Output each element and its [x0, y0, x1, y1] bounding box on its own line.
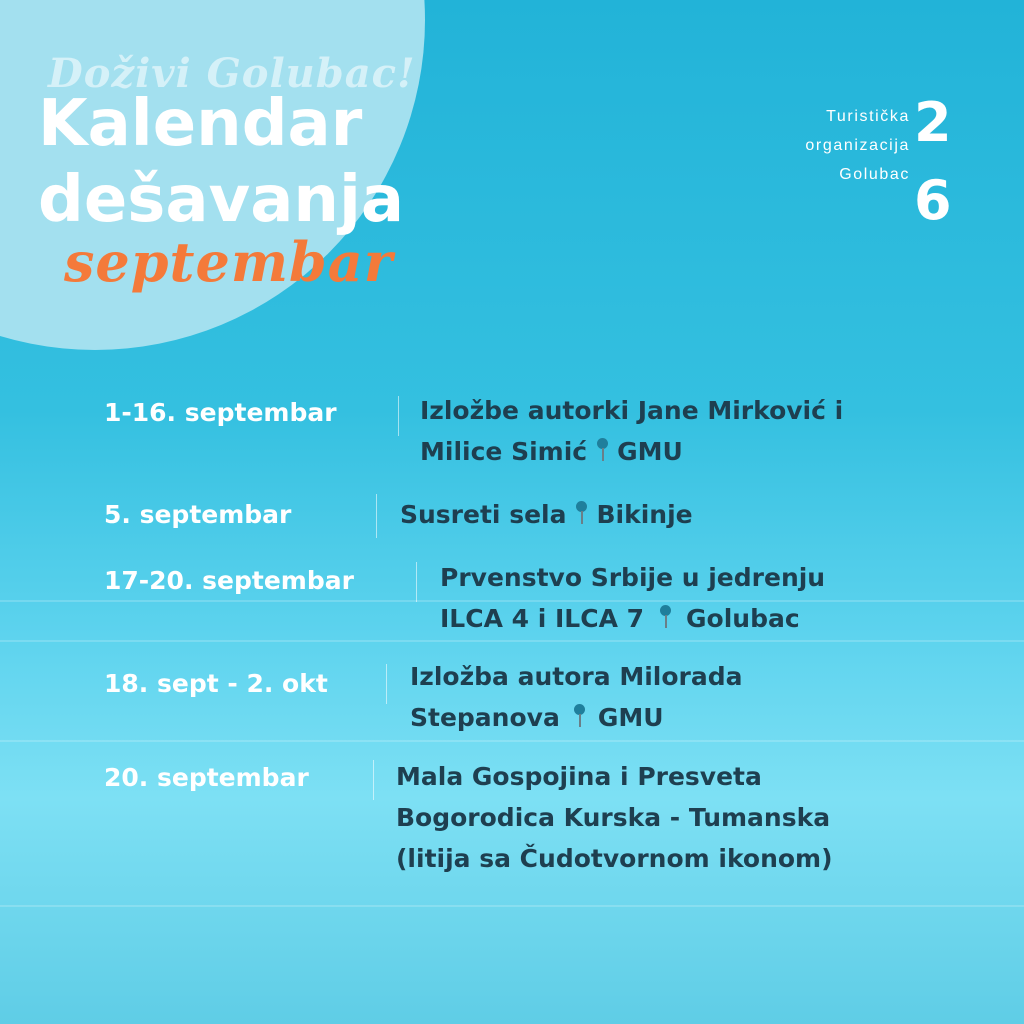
event-line: [410, 697, 742, 738]
event-line: Izložbe autorki Jane Mirković i: [420, 396, 844, 425]
event-place: Bikinje: [596, 500, 693, 529]
event-line: Mala Gospojina i Presveta: [396, 762, 762, 791]
event-date: 17-20. septembar: [104, 566, 354, 595]
title-line-2: dešavanja: [38, 163, 405, 237]
event-line: [440, 598, 825, 639]
event-line: Izložba autora Milorada: [410, 662, 743, 691]
event-line: [420, 431, 843, 472]
event-description: [396, 756, 833, 879]
map-pin-icon: [572, 500, 590, 526]
event-description: [410, 656, 742, 738]
tagline: Doživi Golubac!: [48, 50, 416, 97]
org-line-2: organizacija: [805, 137, 910, 154]
event-divider: [376, 494, 377, 538]
map-pin-icon: [656, 604, 674, 630]
event-divider: [416, 562, 417, 602]
event-line: Bogorodica Kurska - Tumanska: [396, 803, 831, 832]
org-line-3: Golubac: [839, 166, 910, 183]
event-divider: [373, 760, 374, 800]
water-ripple: [0, 905, 1024, 907]
event-place: GMU: [617, 437, 683, 466]
organization-name: [805, 102, 910, 189]
water-ripple: [0, 740, 1024, 742]
event-date: 1-16. septembar: [104, 398, 337, 427]
event-date: 18. sept - 2. okt: [104, 669, 328, 698]
event-line: Prvenstvo Srbije u jedrenju: [440, 563, 826, 592]
event-text: Stepanova: [410, 703, 560, 732]
year-digit-bottom: 6: [914, 169, 952, 232]
map-pin-icon: [570, 703, 588, 729]
event-text: Susreti sela: [400, 500, 567, 529]
map-pin-icon: [593, 437, 611, 463]
event-place: GMU: [597, 703, 664, 732]
water-ripple: [0, 640, 1024, 642]
year-digit-top: 2: [914, 91, 952, 154]
event-date: 5. septembar: [104, 500, 292, 529]
event-text: ILCA 4 i ILCA 7: [440, 604, 645, 633]
event-line: [400, 494, 693, 535]
event-text: Milice Simić: [420, 437, 588, 466]
event-divider: [386, 664, 387, 704]
org-line-1: Turistička: [826, 108, 910, 125]
event-description: [400, 494, 693, 535]
event-line: (litija sa Čudotvornom ikonom): [396, 844, 833, 873]
event-description: [420, 390, 843, 472]
event-description: [440, 557, 825, 639]
event-divider: [398, 396, 399, 436]
event-place: Golubac: [686, 604, 800, 633]
event-date: 20. septembar: [104, 763, 309, 792]
month-label: septembar: [64, 230, 394, 294]
title-line-1: Kalendar: [38, 87, 363, 161]
